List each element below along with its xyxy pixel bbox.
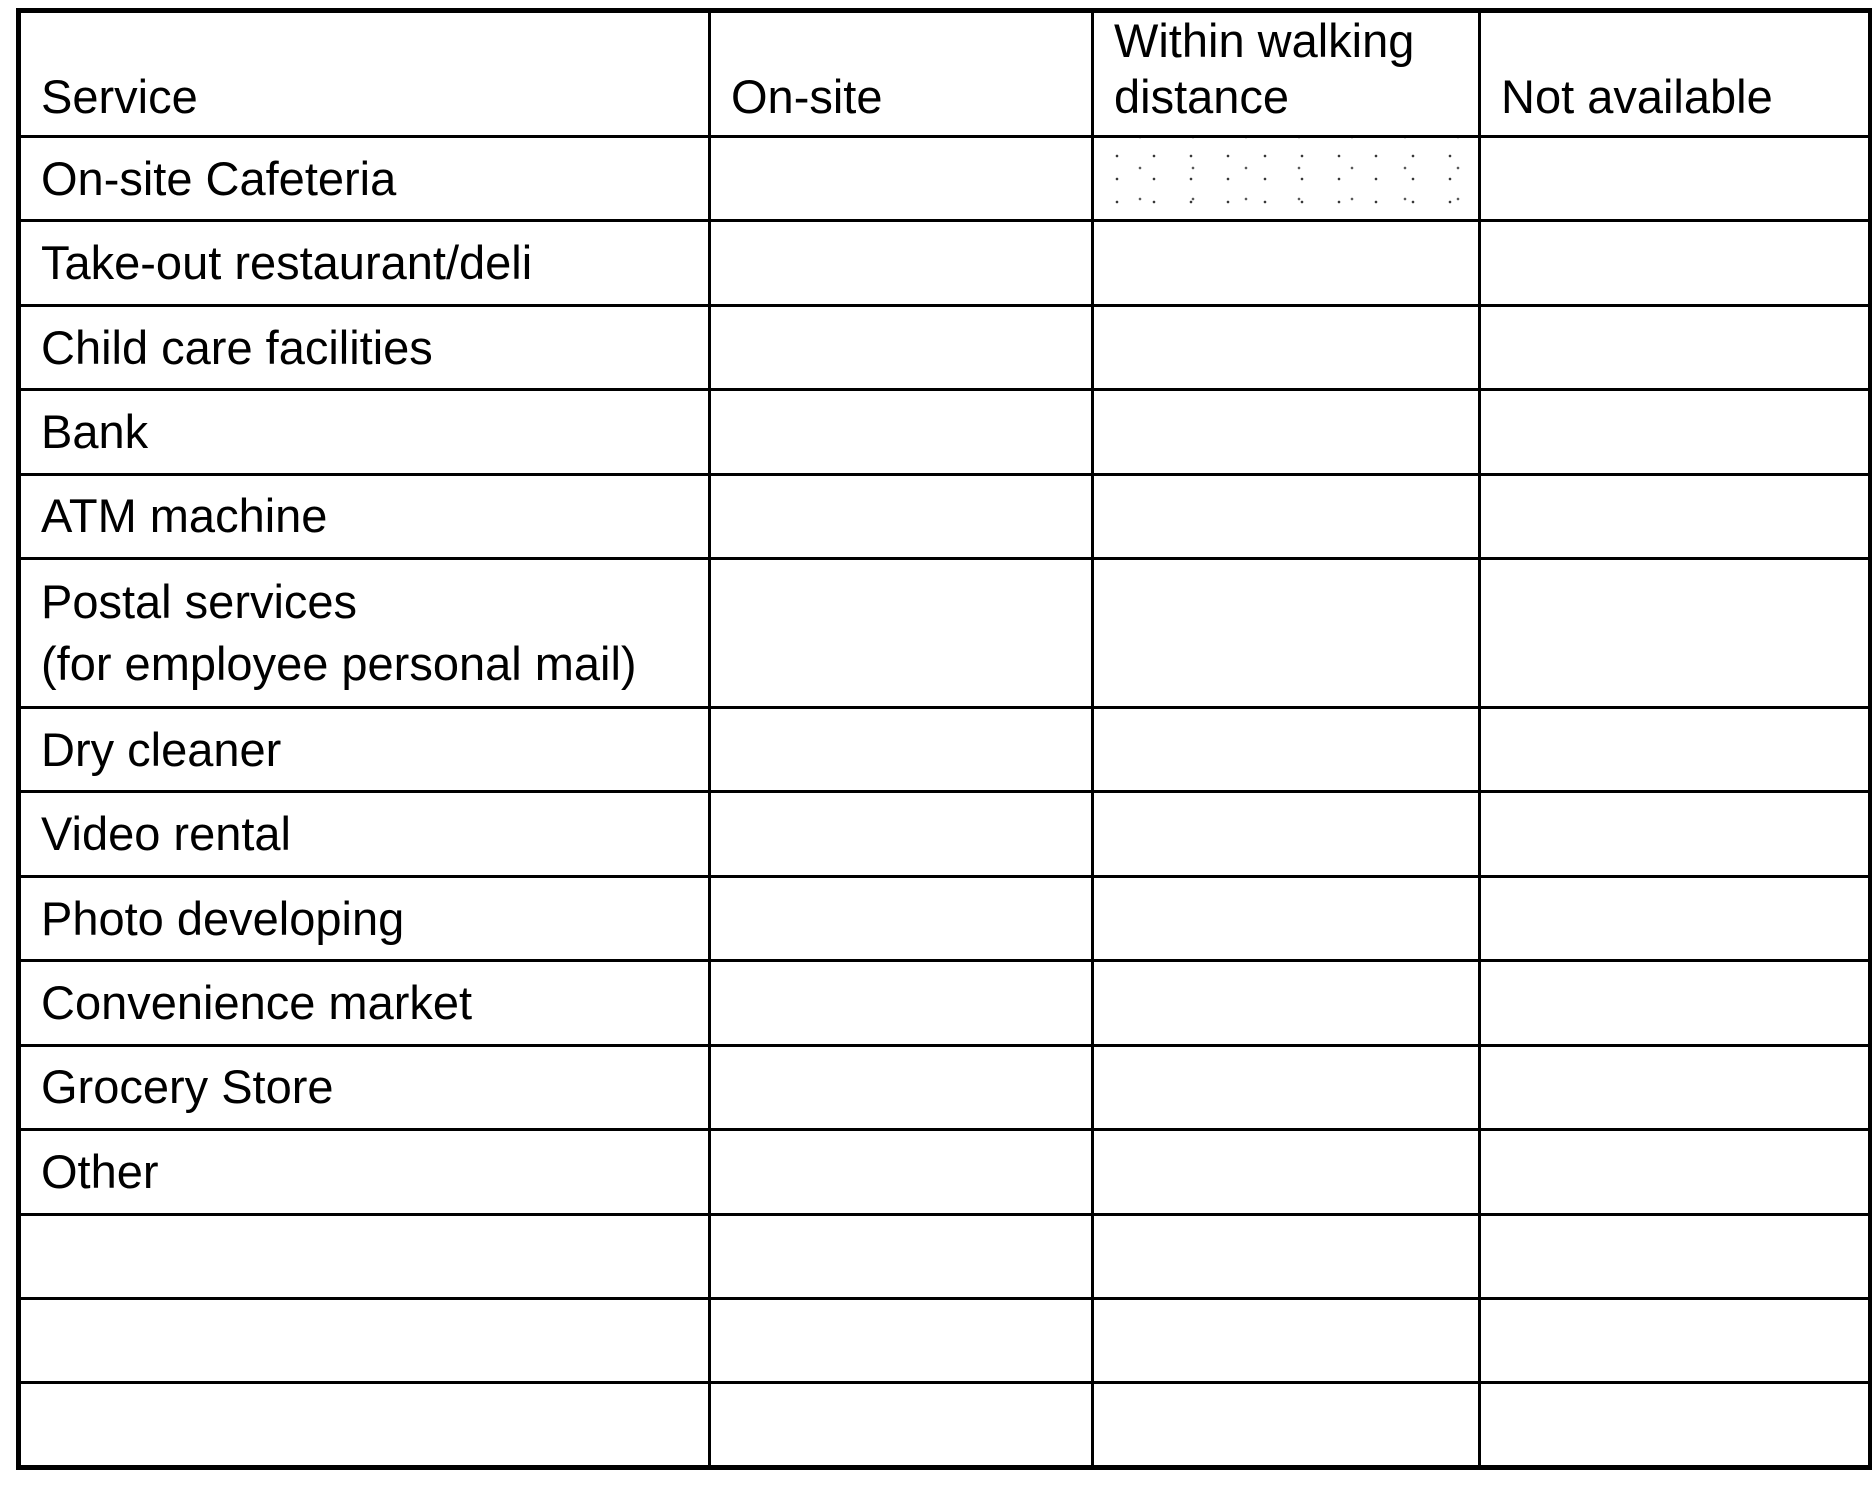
not-available-cell[interactable] <box>1480 707 1871 791</box>
header-service: Service <box>19 11 710 137</box>
not-available-cell[interactable] <box>1480 792 1871 876</box>
on-site-cell[interactable] <box>710 221 1093 305</box>
service-label-blank[interactable] <box>19 1214 710 1298</box>
not-available-cell[interactable] <box>1480 137 1871 221</box>
not-available-cell[interactable] <box>1480 1299 1871 1383</box>
not-available-cell[interactable] <box>1480 1130 1871 1214</box>
on-site-cell[interactable] <box>710 390 1093 474</box>
walking-distance-cell[interactable] <box>1093 876 1480 960</box>
service-label: ATM machine <box>19 474 710 558</box>
on-site-cell[interactable] <box>710 305 1093 389</box>
service-label: On-site Cafeteria <box>19 137 710 221</box>
service-label: Video rental <box>19 792 710 876</box>
table-row <box>19 1045 1871 1129</box>
not-available-cell[interactable] <box>1480 1383 1871 1468</box>
on-site-cell[interactable] <box>710 961 1093 1045</box>
not-available-cell[interactable] <box>1480 221 1871 305</box>
not-available-cell[interactable] <box>1480 305 1871 389</box>
service-label <box>19 559 710 708</box>
walking-distance-cell[interactable] <box>1093 1130 1480 1214</box>
service-label: Take-out restaurant/deli <box>19 221 710 305</box>
table-row <box>19 876 1871 960</box>
service-label-blank[interactable] <box>19 1383 710 1468</box>
service-label-blank[interactable] <box>19 1299 710 1383</box>
table-row <box>19 474 1871 558</box>
header-walking-line1: Within walking <box>1114 14 1415 67</box>
header-row <box>19 11 1871 137</box>
walking-distance-cell[interactable] <box>1093 1383 1480 1468</box>
on-site-cell[interactable] <box>710 474 1093 558</box>
header-on-site: On-site <box>710 11 1093 137</box>
table-row <box>19 221 1871 305</box>
services-table <box>16 8 1872 1470</box>
on-site-cell[interactable] <box>710 1130 1093 1214</box>
table-row <box>19 1214 1871 1298</box>
walking-distance-cell[interactable] <box>1093 961 1480 1045</box>
service-label: Photo developing <box>19 876 710 960</box>
table-row <box>19 390 1871 474</box>
service-label: Other <box>19 1130 710 1214</box>
header-within-walking-distance <box>1093 11 1480 137</box>
on-site-cell[interactable] <box>710 707 1093 791</box>
walking-distance-cell[interactable] <box>1093 137 1480 221</box>
walking-distance-cell[interactable] <box>1093 1214 1480 1298</box>
service-label: Dry cleaner <box>19 707 710 791</box>
not-available-cell[interactable] <box>1480 474 1871 558</box>
walking-distance-cell[interactable] <box>1093 1299 1480 1383</box>
walking-distance-cell[interactable] <box>1093 390 1480 474</box>
service-label: Child care facilities <box>19 305 710 389</box>
header-not-available: Not available <box>1480 11 1871 137</box>
walking-distance-cell[interactable] <box>1093 792 1480 876</box>
table-row <box>19 961 1871 1045</box>
table-row <box>19 1299 1871 1383</box>
service-label-line1: Postal services <box>41 575 358 629</box>
not-available-cell[interactable] <box>1480 390 1871 474</box>
service-label: Bank <box>19 390 710 474</box>
table-row <box>19 137 1871 221</box>
on-site-cell[interactable] <box>710 876 1093 960</box>
on-site-cell[interactable] <box>710 559 1093 708</box>
table-row <box>19 1383 1871 1468</box>
not-available-cell[interactable] <box>1480 876 1871 960</box>
service-label-line2: (for employee personal mail) <box>41 637 637 691</box>
not-available-cell[interactable] <box>1480 1045 1871 1129</box>
table-row <box>19 707 1871 791</box>
walking-distance-cell[interactable] <box>1093 1045 1480 1129</box>
on-site-cell[interactable] <box>710 1383 1093 1468</box>
table-row <box>19 1130 1871 1214</box>
on-site-cell[interactable] <box>710 1045 1093 1129</box>
on-site-cell[interactable] <box>710 1299 1093 1383</box>
service-label: Convenience market <box>19 961 710 1045</box>
walking-distance-cell[interactable] <box>1093 707 1480 791</box>
table-row <box>19 305 1871 389</box>
not-available-cell[interactable] <box>1480 1214 1871 1298</box>
walking-distance-cell[interactable] <box>1093 221 1480 305</box>
on-site-cell[interactable] <box>710 1214 1093 1298</box>
walking-distance-cell[interactable] <box>1093 474 1480 558</box>
walking-distance-cell[interactable] <box>1093 559 1480 708</box>
header-walking-line2: distance <box>1114 70 1290 123</box>
on-site-cell[interactable] <box>710 792 1093 876</box>
table-row <box>19 559 1871 708</box>
walking-distance-cell[interactable] <box>1093 305 1480 389</box>
table-row <box>19 792 1871 876</box>
not-available-cell[interactable] <box>1480 559 1871 708</box>
on-site-cell[interactable] <box>710 137 1093 221</box>
service-label: Grocery Store <box>19 1045 710 1129</box>
not-available-cell[interactable] <box>1480 961 1871 1045</box>
